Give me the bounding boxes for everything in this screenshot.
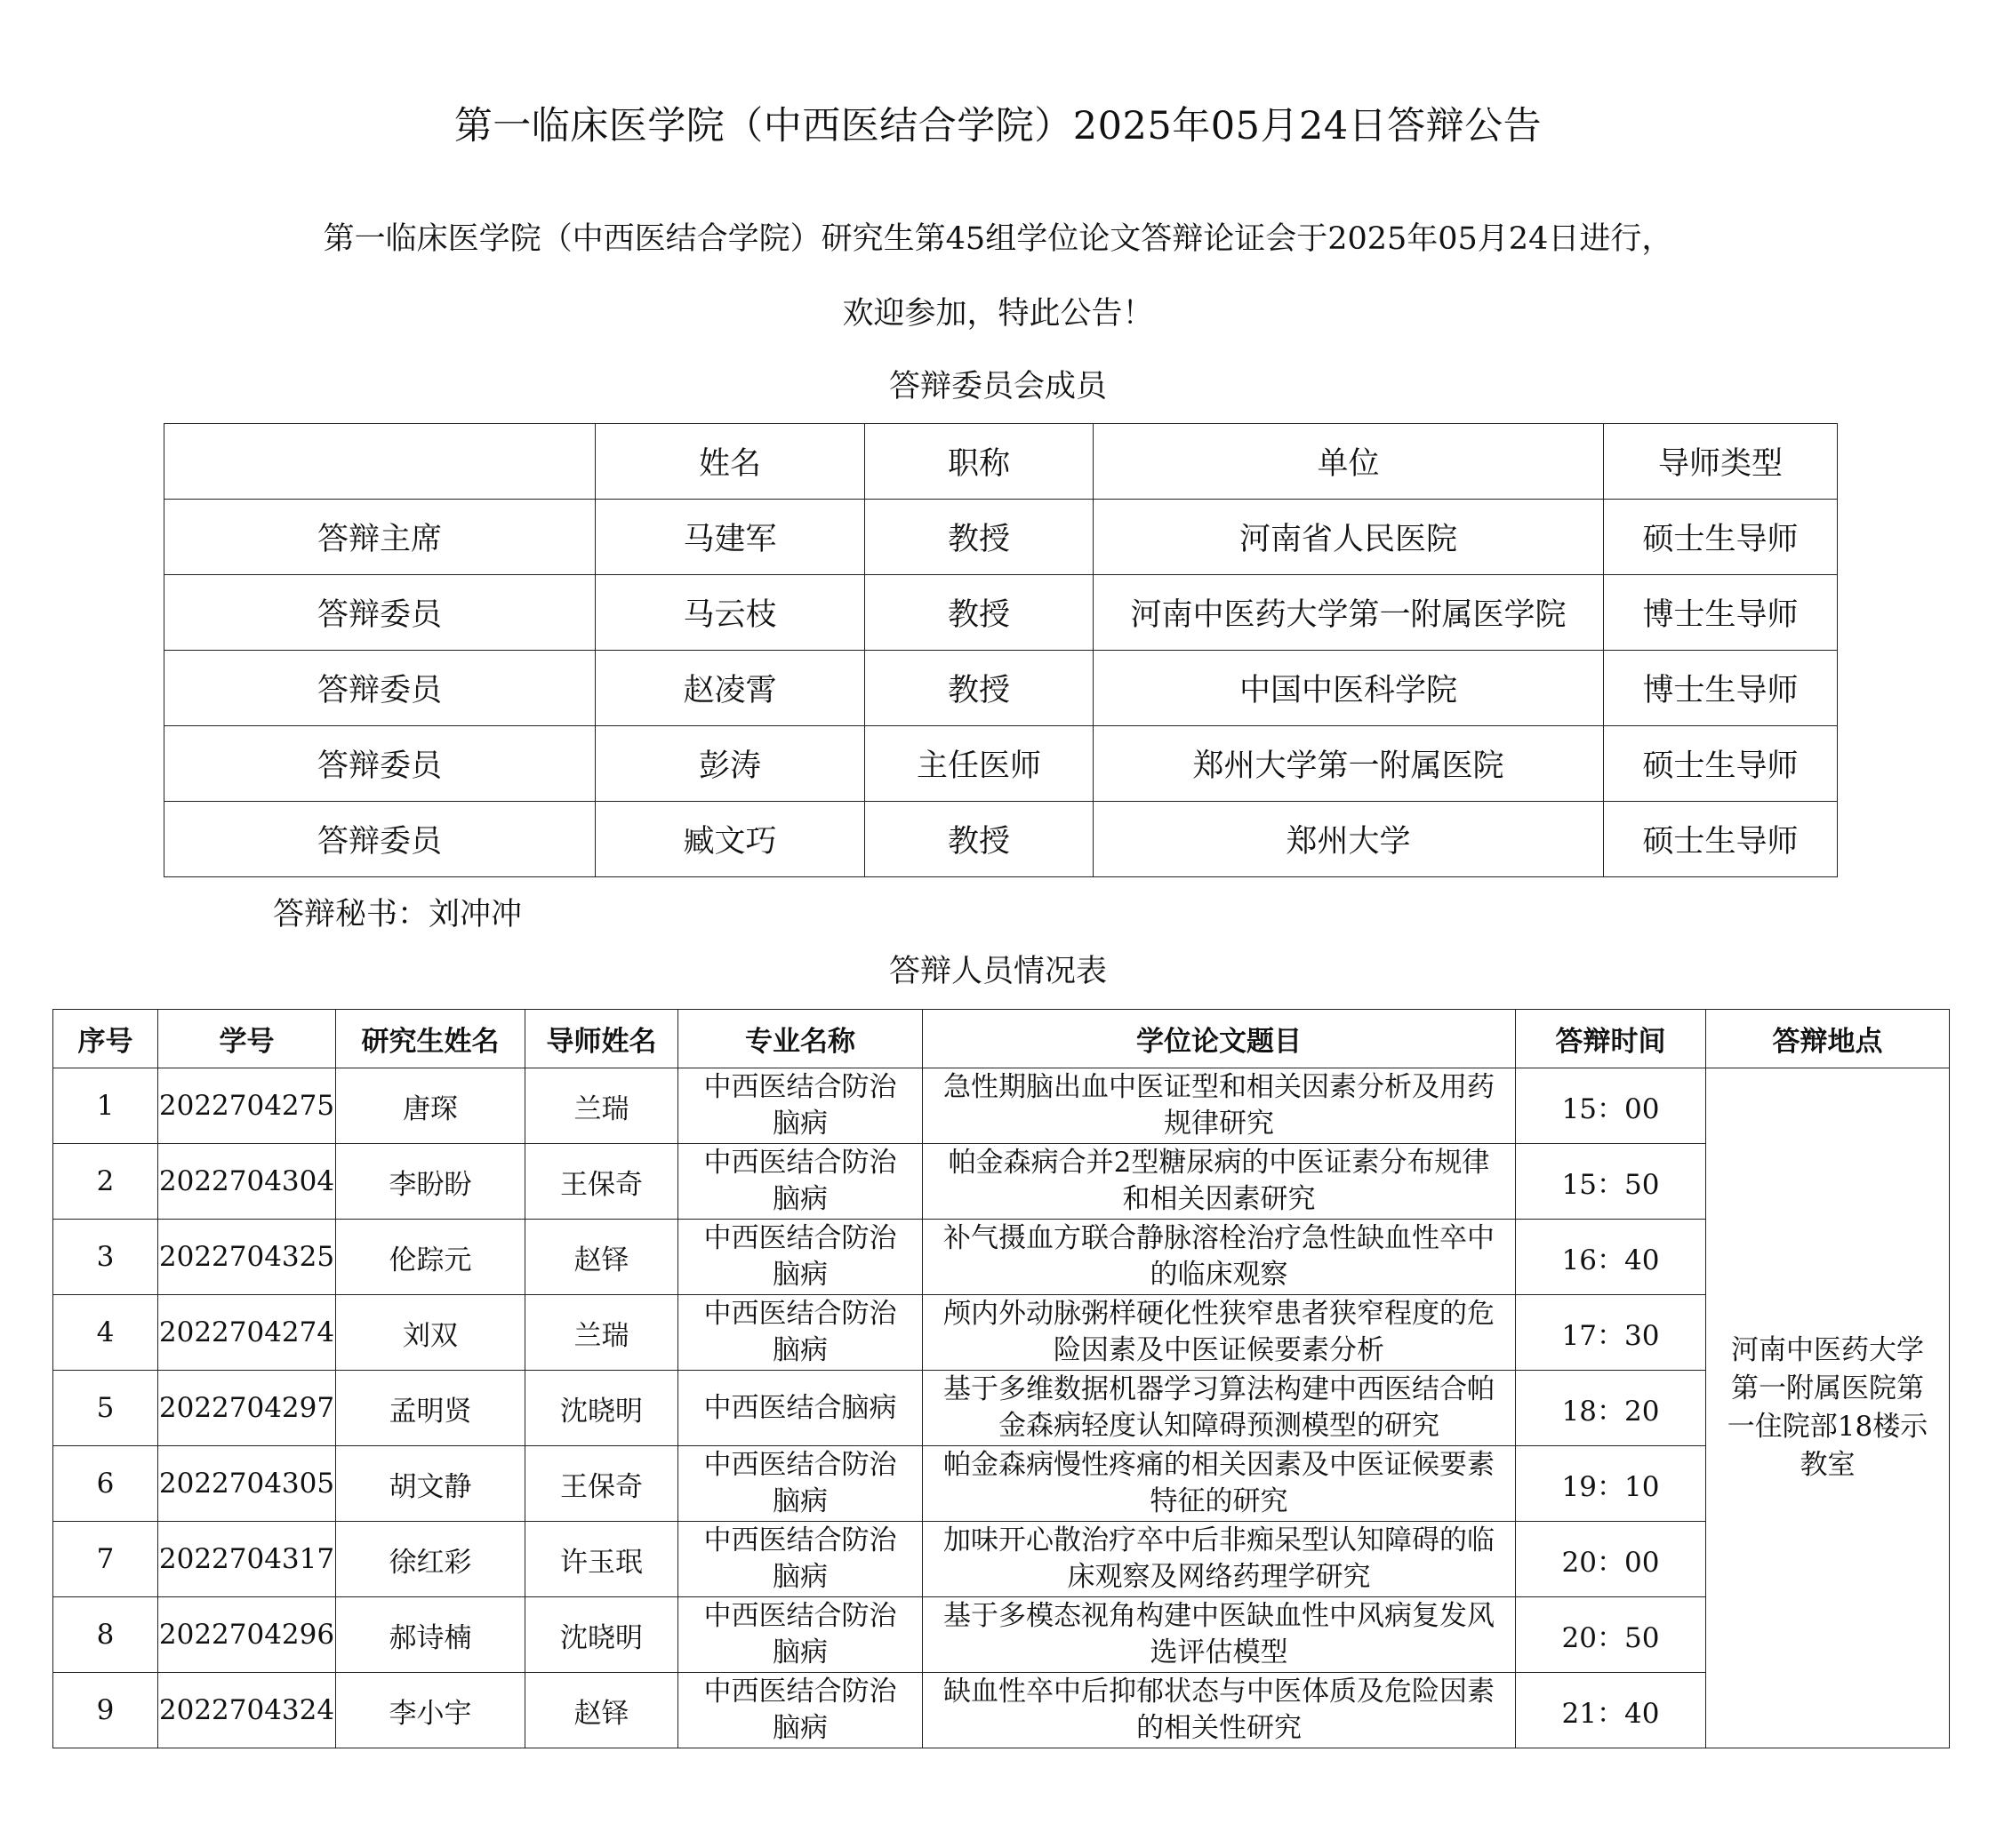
cell-student-name: 伦踪元 <box>336 1220 525 1295</box>
cell-no: 9 <box>53 1673 158 1748</box>
committee-row <box>164 802 1838 877</box>
intro-line-1: 第一临床医学院（中西医结合学院）研究生第45组学位论文答辩论证会于2025年05月24日进行， <box>323 221 1673 257</box>
cell-major: 中西医结合防治脑病 <box>678 1446 923 1522</box>
cell-student-id: 2022704325 <box>158 1220 336 1295</box>
cell-thesis-title: 急性期脑出血中医证型和相关因素分析及用药规律研究 <box>923 1068 1516 1144</box>
cell-thesis-title: 帕金森病慢性疼痛的相关因素及中医证候要素特征的研究 <box>923 1446 1516 1522</box>
cell-student-id: 2022704297 <box>158 1371 336 1446</box>
applicants-title: 答辩人员情况表 <box>888 954 1107 989</box>
cell-student-name: 胡文静 <box>336 1446 525 1522</box>
cell-thesis-title: 帕金森病合并2型糖尿病的中医证素分布规律和相关因素研究 <box>923 1144 1516 1220</box>
committee-row <box>164 500 1838 575</box>
cell-advisor-name: 赵铎 <box>525 1673 678 1748</box>
committee-name: 马云枝 <box>596 575 865 651</box>
cell-advisor-name: 兰瑞 <box>525 1295 678 1371</box>
committee-title: 答辩委员会成员 <box>888 369 1107 404</box>
committee-unit: 郑州大学 <box>1094 802 1604 877</box>
applicants-table <box>52 1009 1950 1748</box>
table-row <box>53 1673 1950 1748</box>
committee-header-title: 职称 <box>865 424 1094 500</box>
committee-header-row <box>164 424 1838 500</box>
committee-role: 答辩委员 <box>164 651 596 726</box>
table-row <box>53 1220 1950 1295</box>
applicants-header-row <box>53 1010 1950 1068</box>
cell-no: 7 <box>53 1522 158 1597</box>
cell-student-id: 2022704304 <box>158 1144 336 1220</box>
cell-thesis-title: 补气摄血方联合静脉溶栓治疗急性缺血性卒中的临床观察 <box>923 1220 1516 1295</box>
cell-student-id: 2022704296 <box>158 1597 336 1673</box>
cell-no: 1 <box>53 1068 158 1144</box>
cell-defense-time: 21：40 <box>1516 1673 1706 1748</box>
table-row <box>53 1371 1950 1446</box>
committee-unit: 河南中医药大学第一附属医学院 <box>1094 575 1604 651</box>
header-student-id: 学号 <box>158 1010 336 1068</box>
header-defense-venue: 答辩地点 <box>1706 1010 1950 1068</box>
cell-defense-time: 18：20 <box>1516 1371 1706 1446</box>
committee-header-role <box>164 424 596 500</box>
cell-major: 中西医结合防治脑病 <box>678 1597 923 1673</box>
cell-major: 中西医结合防治脑病 <box>678 1220 923 1295</box>
cell-student-name: 刘双 <box>336 1295 525 1371</box>
cell-no: 8 <box>53 1597 158 1673</box>
table-row <box>53 1446 1950 1522</box>
committee-advisor-type: 硕士生导师 <box>1604 802 1838 877</box>
table-row <box>53 1068 1950 1144</box>
committee-row <box>164 575 1838 651</box>
table-row <box>53 1522 1950 1597</box>
cell-defense-time: 20：00 <box>1516 1522 1706 1597</box>
cell-major: 中西医结合脑病 <box>678 1371 923 1446</box>
committee-title-cell: 教授 <box>865 802 1094 877</box>
committee-table <box>164 423 1838 877</box>
cell-advisor-name: 赵铎 <box>525 1220 678 1295</box>
committee-header-unit: 单位 <box>1094 424 1604 500</box>
committee-title-cell: 教授 <box>865 575 1094 651</box>
cell-student-name: 孟明贤 <box>336 1371 525 1446</box>
committee-unit: 河南省人民医院 <box>1094 500 1604 575</box>
cell-advisor-name: 许玉珉 <box>525 1522 678 1597</box>
committee-row <box>164 651 1838 726</box>
header-thesis-title: 学位论文题目 <box>923 1010 1516 1068</box>
cell-defense-time: 17：30 <box>1516 1295 1706 1371</box>
cell-thesis-title: 加味开心散治疗卒中后非痴呆型认知障碍的临床观察及网络药理学研究 <box>923 1522 1516 1597</box>
committee-advisor-type: 博士生导师 <box>1604 651 1838 726</box>
cell-thesis-title: 缺血性卒中后抑郁状态与中医体质及危险因素的相关性研究 <box>923 1673 1516 1748</box>
cell-thesis-title: 基于多维数据机器学习算法构建中西医结合帕金森病轻度认知障碍预测模型的研究 <box>923 1371 1516 1446</box>
committee-unit: 郑州大学第一附属医院 <box>1094 726 1604 802</box>
committee-unit: 中国中医科学院 <box>1094 651 1604 726</box>
cell-major: 中西医结合防治脑病 <box>678 1522 923 1597</box>
cell-defense-time: 19：10 <box>1516 1446 1706 1522</box>
committee-name: 臧文巧 <box>596 802 865 877</box>
cell-major: 中西医结合防治脑病 <box>678 1295 923 1371</box>
header-major: 专业名称 <box>678 1010 923 1068</box>
cell-advisor-name: 王保奇 <box>525 1144 678 1220</box>
committee-header-advisor-type: 导师类型 <box>1604 424 1838 500</box>
table-row <box>53 1597 1950 1673</box>
cell-no: 6 <box>53 1446 158 1522</box>
header-student-name: 研究生姓名 <box>336 1010 525 1068</box>
cell-student-name: 李小宇 <box>336 1673 525 1748</box>
committee-header-name: 姓名 <box>596 424 865 500</box>
table-row <box>53 1144 1950 1220</box>
cell-student-name: 徐红彩 <box>336 1522 525 1597</box>
cell-no: 3 <box>53 1220 158 1295</box>
cell-defense-time: 15：00 <box>1516 1068 1706 1144</box>
committee-role: 答辩委员 <box>164 802 596 877</box>
committee-advisor-type: 硕士生导师 <box>1604 500 1838 575</box>
committee-role: 答辩主席 <box>164 500 596 575</box>
cell-thesis-title: 颅内外动脉粥样硬化性狭窄患者狭窄程度的危险因素及中医证候要素分析 <box>923 1295 1516 1371</box>
cell-major: 中西医结合防治脑病 <box>678 1144 923 1220</box>
committee-name: 赵凌霄 <box>596 651 865 726</box>
cell-student-name: 李盼盼 <box>336 1144 525 1220</box>
cell-advisor-name: 王保奇 <box>525 1446 678 1522</box>
committee-role: 答辩委员 <box>164 726 596 802</box>
committee-role: 答辩委员 <box>164 575 596 651</box>
intro-line-2: 欢迎参加，特此公告！ <box>842 296 1154 332</box>
committee-title-cell: 教授 <box>865 651 1094 726</box>
header-advisor-name: 导师姓名 <box>525 1010 678 1068</box>
cell-student-name: 郝诗楠 <box>336 1597 525 1673</box>
cell-thesis-title: 基于多模态视角构建中医缺血性中风病复发风选评估模型 <box>923 1597 1516 1673</box>
cell-defense-venue: 河南中医药大学第一附属医院第一住院部18楼示教室 <box>1706 1068 1950 1748</box>
page-title: 第一临床医学院（中西医结合学院）2025年05月24日答辩公告 <box>453 104 1543 148</box>
cell-no: 4 <box>53 1295 158 1371</box>
cell-advisor-name: 沈晓明 <box>525 1371 678 1446</box>
committee-name: 马建军 <box>596 500 865 575</box>
cell-defense-time: 20：50 <box>1516 1597 1706 1673</box>
committee-row <box>164 726 1838 802</box>
cell-student-id: 2022704274 <box>158 1295 336 1371</box>
cell-no: 5 <box>53 1371 158 1446</box>
committee-secretary: 答辩秘书：刘冲冲 <box>273 897 523 932</box>
cell-no: 2 <box>53 1144 158 1220</box>
cell-defense-time: 15：50 <box>1516 1144 1706 1220</box>
cell-major: 中西医结合防治脑病 <box>678 1068 923 1144</box>
cell-major: 中西医结合防治脑病 <box>678 1673 923 1748</box>
committee-advisor-type: 博士生导师 <box>1604 575 1838 651</box>
committee-name: 彭涛 <box>596 726 865 802</box>
cell-student-id: 2022704324 <box>158 1673 336 1748</box>
cell-student-id: 2022704305 <box>158 1446 336 1522</box>
cell-student-name: 唐琛 <box>336 1068 525 1144</box>
cell-student-id: 2022704317 <box>158 1522 336 1597</box>
header-defense-time: 答辩时间 <box>1516 1010 1706 1068</box>
committee-title-cell: 主任医师 <box>865 726 1094 802</box>
cell-advisor-name: 沈晓明 <box>525 1597 678 1673</box>
table-row <box>53 1295 1950 1371</box>
committee-advisor-type: 硕士生导师 <box>1604 726 1838 802</box>
cell-defense-time: 16：40 <box>1516 1220 1706 1295</box>
committee-title-cell: 教授 <box>865 500 1094 575</box>
cell-student-id: 2022704275 <box>158 1068 336 1144</box>
header-no: 序号 <box>53 1010 158 1068</box>
cell-advisor-name: 兰瑞 <box>525 1068 678 1144</box>
